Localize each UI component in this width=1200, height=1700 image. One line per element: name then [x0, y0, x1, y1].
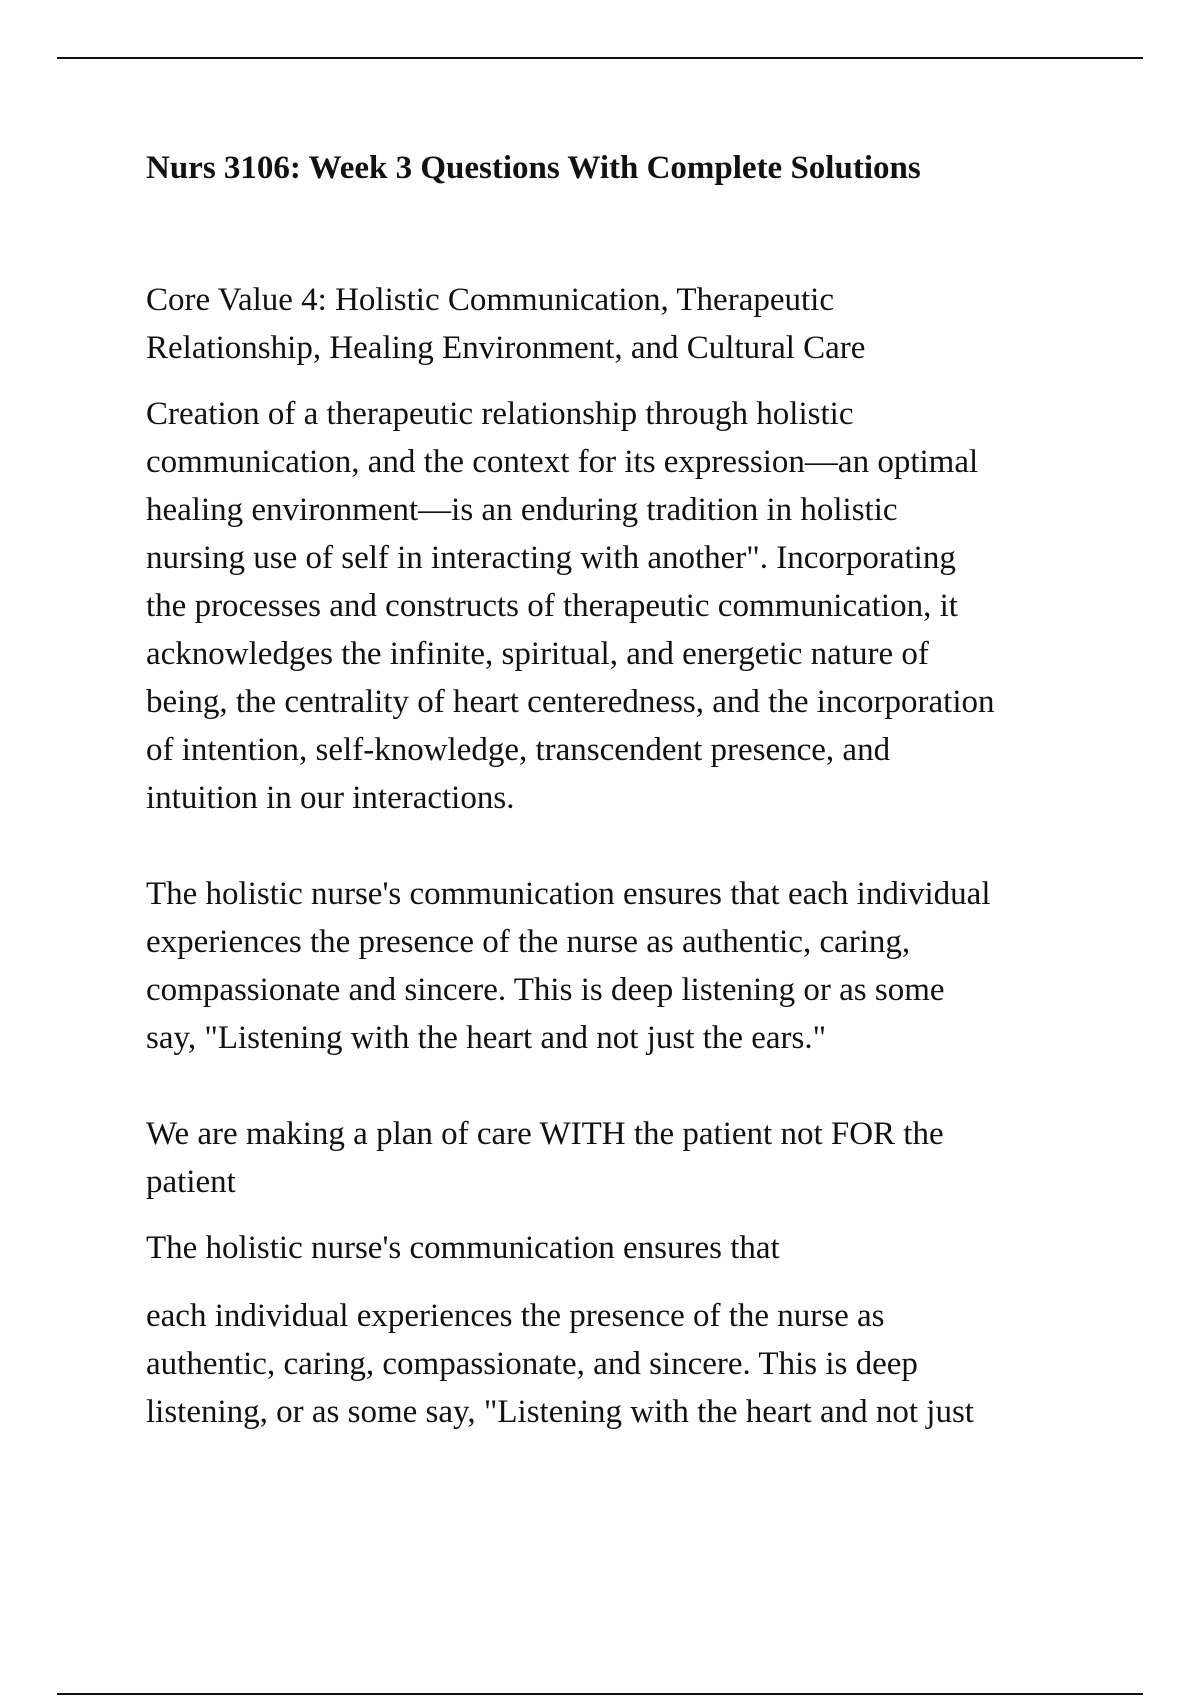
text-line: intuition in our interactions.: [146, 780, 515, 816]
text-line: of intention, self-knowledge, transcendent presence, and: [146, 732, 891, 768]
text-line: Core Value 4: Holistic Communication, Therapeutic: [146, 282, 834, 318]
text-line: nursing use of self in interacting with another". Incorporating: [146, 540, 956, 576]
text-line: The holistic nurse's communication ensures that each individual: [146, 876, 991, 912]
paragraph-core-value: [146, 276, 1106, 372]
text-line: say, "Listening with the heart and not just the ears.": [146, 1020, 827, 1056]
text-line: Relationship, Healing Environment, and Cultural Care: [146, 330, 866, 366]
paragraph-therapeutic-relationship: [146, 390, 1106, 822]
paragraph-answer: [146, 1292, 1106, 1436]
top-rule: [57, 57, 1143, 59]
bottom-rule: [57, 1693, 1143, 1695]
text-line: Creation of a therapeutic relationship through holistic: [146, 396, 854, 432]
text-line: acknowledges the infinite, spiritual, and energetic nature of: [146, 636, 929, 672]
document-body: [146, 140, 1106, 1436]
text-line: each individual experiences the presence of the nurse as: [146, 1298, 885, 1334]
paragraph-plan-of-care: [146, 1110, 1106, 1206]
paragraph-deep-listening: [146, 870, 1106, 1062]
text-line: being, the centrality of heart centeredness, and the incorporation: [146, 684, 995, 720]
document-title: Nurs 3106: Week 3 Questions With Complete Solutions: [146, 150, 921, 186]
text-line: listening, or as some say, "Listening with the heart and not just: [146, 1394, 974, 1430]
text-line: communication, and the context for its expression—an optimal: [146, 444, 979, 480]
text-line: experiences the presence of the nurse as authentic, caring,: [146, 924, 911, 960]
text-line: We are making a plan of care WITH the patient not FOR the: [146, 1116, 944, 1152]
text-line: compassionate and sincere. This is deep listening or as some: [146, 972, 945, 1008]
text-line: healing environment—is an enduring tradition in holistic: [146, 492, 898, 528]
paragraph-question: [146, 1224, 1106, 1272]
text-line: The holistic nurse's communication ensures that: [146, 1230, 780, 1266]
text-line: the processes and constructs of therapeutic communication, it: [146, 588, 958, 624]
text-line: patient: [146, 1164, 236, 1200]
text-line: authentic, caring, compassionate, and sincere. This is deep: [146, 1346, 918, 1382]
